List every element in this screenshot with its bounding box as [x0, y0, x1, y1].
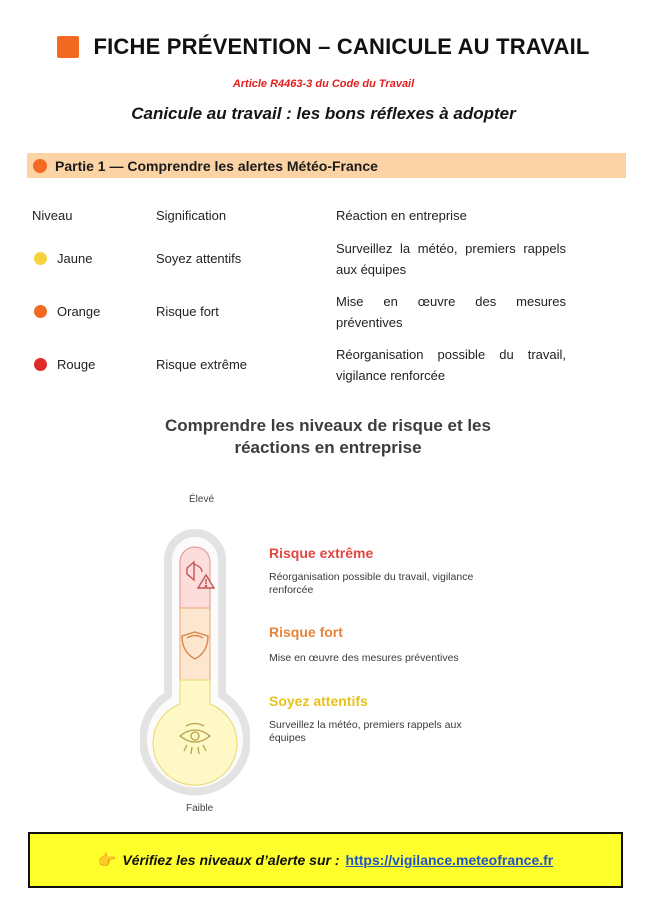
- risk-desc-strong: Mise en œuvre des mesures préventives: [269, 652, 459, 664]
- section-title: Partie 1 — Comprendre les alertes Météo-France: [55, 157, 378, 174]
- yellow-dot-icon: [34, 252, 47, 265]
- orange-dot-icon: [33, 159, 47, 173]
- alert-callout-box: [28, 832, 623, 888]
- risk-desc-extreme: Réorganisation possible du travail, vigilance renforcée: [269, 571, 474, 596]
- infographic-title: [0, 415, 647, 459]
- level-reaction: Surveillez la météo, premiers rappels aux équipes: [336, 241, 566, 277]
- scale-bottom-label: Faible: [186, 803, 214, 814]
- column-header-meaning: Signification: [156, 208, 227, 223]
- orange-dot-icon: [34, 305, 47, 318]
- level-reaction: Réorganisation possible du travail, vigilance renforcée: [336, 347, 566, 383]
- vigilance-link[interactable]: https://vigilance.meteofrance.fr: [345, 852, 554, 868]
- scale-top-label: Élevé: [189, 494, 215, 505]
- thermometer-graphic: [140, 512, 250, 802]
- article-reference: Article R4463-3 du Code du Travail: [232, 78, 415, 90]
- column-header-reaction: Réaction en entreprise: [336, 208, 467, 223]
- risk-title-strong: Risque fort: [269, 624, 343, 640]
- pointing-hand-icon: 👉: [97, 852, 117, 869]
- document-subtitle: Canicule au travail : les bons réflexes à adopter: [131, 104, 516, 123]
- level-label: Jaune: [57, 251, 93, 266]
- red-dot-icon: [34, 358, 47, 371]
- risk-title-extreme: Risque extrême: [269, 545, 374, 561]
- level-meaning: Risque extrême: [156, 357, 248, 372]
- level-label: Rouge: [57, 357, 96, 372]
- level-meaning: Soyez attentifs: [156, 251, 242, 266]
- infographic-title-text: Comprendre les niveaux de risque et les réactions en entreprise: [165, 416, 491, 457]
- table-row-level: [34, 357, 95, 372]
- table-row-level: [34, 251, 92, 266]
- callout-text: Vérifiez les niveaux d’alerte sur :: [122, 852, 340, 868]
- document-title: FICHE PRÉVENTION – CANICULE AU TRAVAIL: [93, 34, 590, 59]
- column-header-level: Niveau: [32, 208, 73, 223]
- orange-square-icon: [57, 36, 79, 58]
- table-row-level: [34, 304, 100, 319]
- thermometer-orange-segment: [180, 608, 210, 680]
- level-label: Orange: [57, 304, 101, 319]
- document-header: [0, 34, 647, 60]
- risk-desc-attentive: Surveillez la météo, premiers rappels aux équipes: [269, 719, 462, 744]
- level-reaction: Mise en œuvre des mesures préventives: [336, 294, 566, 330]
- section-heading: [27, 153, 626, 178]
- risk-title-attentive: Soyez attentifs: [269, 693, 368, 709]
- level-meaning: Risque fort: [156, 304, 219, 319]
